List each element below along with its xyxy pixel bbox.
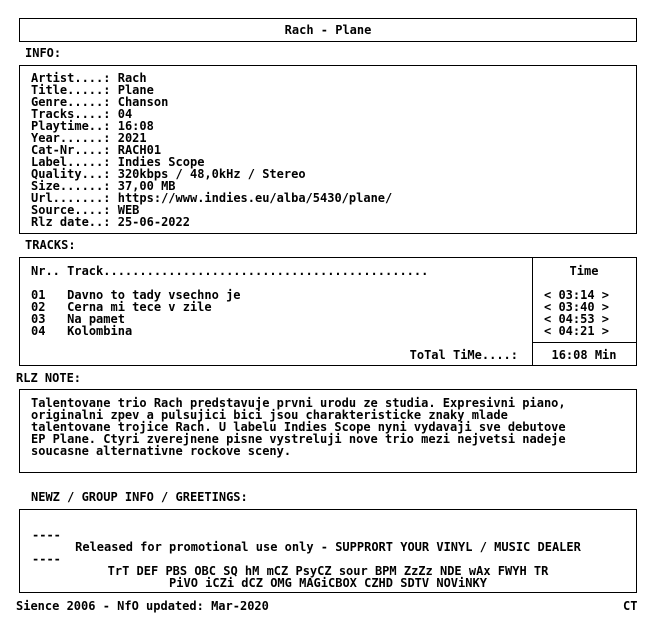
- note-line: talentovane trojice Rach. U labelu Indies Scope nyni vydavaji sve debutove: [31, 420, 566, 434]
- info-list: [31, 72, 392, 228]
- info-value: Plane: [117, 83, 154, 97]
- track-number: 02: [31, 300, 46, 314]
- tracks-heading: TRACKS:: [25, 238, 76, 252]
- track-time: < 04:21 >: [544, 324, 610, 338]
- info-value: 25-06-2022: [117, 215, 190, 229]
- info-key: Artist....:: [31, 71, 111, 85]
- total-time-label: ToTal TiMe....:: [409, 348, 518, 362]
- info-key: Title.....:: [31, 83, 111, 97]
- total-time-value: 16:08 Min: [551, 348, 617, 362]
- info-key: Tracks....:: [31, 107, 111, 121]
- info-key: Year......:: [31, 131, 111, 145]
- track-name: Na pamet: [67, 312, 125, 326]
- track-time: < 03:40 >: [544, 300, 610, 314]
- info-key: Playtime..:: [31, 119, 111, 133]
- note-text: [31, 397, 566, 457]
- info-key: Rlz date..:: [31, 215, 111, 229]
- track-name: Cerna mi tece v zile: [67, 300, 212, 314]
- tracks-list: [31, 265, 428, 337]
- greetings-groups-line: TrT DEF PBS OBC SQ hM mCZ PsyCZ sour BPM ZzZz NDE wAx FWYH TR: [107, 564, 549, 578]
- info-value: Chanson: [117, 95, 169, 109]
- title-box: [19, 18, 637, 42]
- track-number: 04: [31, 324, 46, 338]
- footer-signature: CT: [623, 599, 638, 613]
- note-line: soucasne alternativne rockove sceny.: [31, 444, 292, 458]
- info-heading: INFO:: [25, 46, 62, 60]
- info-key: Source....:: [31, 203, 111, 217]
- info-value: Indies Scope: [117, 155, 205, 169]
- track-number: 01: [31, 288, 46, 302]
- info-value: 320kbps / 48,0kHz / Stereo: [117, 167, 306, 181]
- greetings-box: [19, 509, 637, 593]
- greetings-groups-line: PiVO iCZi dCZ OMG MAGiCBOX CZHD SDTV NOViNKY: [169, 576, 487, 590]
- track-name: Davno to tady vsechno je: [67, 288, 241, 302]
- track-row: [31, 325, 428, 337]
- info-value: 04: [117, 107, 133, 121]
- info-value: 2021: [117, 131, 147, 145]
- track-time: < 03:14 >: [544, 288, 610, 302]
- tracks-time-header: Time: [569, 264, 599, 278]
- promo-notice: Released for promotional use only - SUPPRORT YOUR VINYL / MUSIC DEALER: [75, 540, 581, 554]
- greetings-separator: ----: [32, 552, 61, 566]
- track-time: < 04:53 >: [544, 312, 610, 326]
- info-value: https://www.indies.eu/alba/5430/plane/: [117, 191, 393, 205]
- info-value: RACH01: [117, 143, 162, 157]
- track-number: 03: [31, 312, 46, 326]
- release-title: Rach - Plane: [284, 23, 372, 37]
- greetings-heading: NEWZ / GROUP INFO / GREETINGS:: [31, 490, 248, 504]
- info-key: Cat-Nr....:: [31, 143, 111, 157]
- tracks-box: [19, 257, 637, 366]
- track-name: Kolombina: [67, 324, 133, 338]
- note-line: EP Plane. Ctyri zverejnene pisne vystreluji nove trio mezi nejvetsi nadeje: [31, 432, 566, 446]
- greetings-separator: ----: [32, 528, 61, 542]
- info-key: Label.....:: [31, 155, 111, 169]
- note-heading: RLZ NOTE:: [16, 371, 82, 385]
- info-key: Size......:: [31, 179, 111, 193]
- info-key: Quality...:: [31, 167, 111, 181]
- info-value: 37,00 MB: [117, 179, 176, 193]
- note-box: [19, 389, 637, 473]
- info-value: WEB: [117, 203, 140, 217]
- tracks-total-divider: [532, 342, 636, 343]
- note-line: originalni zpev a pulsujici bici jsou charakteristicke znaky mlade: [31, 408, 508, 422]
- tracks-time-list: [544, 289, 609, 337]
- info-key: Url.......:: [31, 191, 111, 205]
- info-value: Rach: [117, 71, 147, 85]
- info-value: 16:08: [117, 119, 154, 133]
- info-box: [19, 65, 637, 234]
- tracks-header: Nr.. Track.............................................: [31, 264, 429, 278]
- footer-text: Sience 2006 - NfO updated: Mar-2020: [16, 599, 269, 613]
- note-line: Talentovane trio Rach predstavuje prvni urodu ze studia. Expresivni piano,: [31, 396, 566, 410]
- info-row-rlz-date: [31, 216, 392, 228]
- info-key: Genre.....:: [31, 95, 111, 109]
